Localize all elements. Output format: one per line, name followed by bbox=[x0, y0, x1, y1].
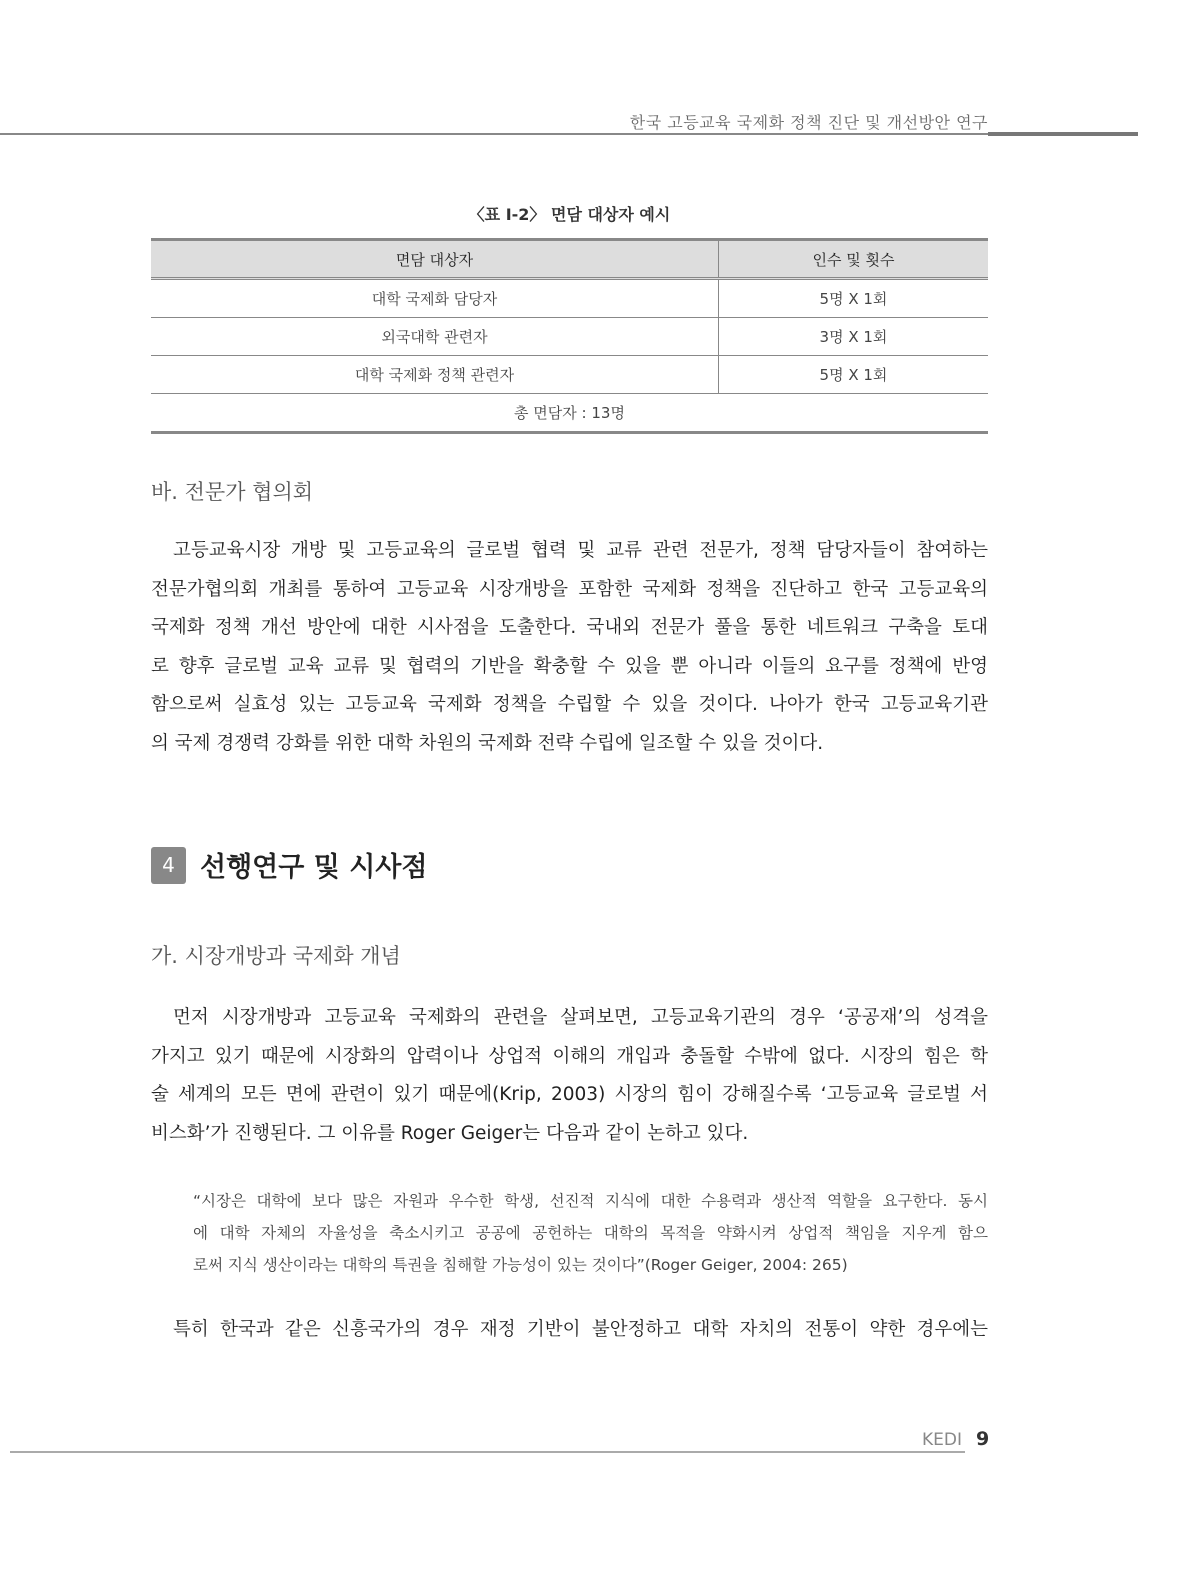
text-line: 국제화 정책 개선 방안에 대한 시사점을 도출한다. 국내외 전문가 풀을 통한 네트워크 구축을 토대 bbox=[151, 617, 988, 638]
text-line: 함으로써 실효성 있는 고등교육 국제화 정책을 수립할 수 있을 것이다. 나아가 한국 고등교육기관 bbox=[151, 694, 988, 715]
table-row bbox=[151, 356, 988, 394]
header-accent-bar bbox=[988, 132, 1138, 136]
block-quote bbox=[193, 1185, 988, 1281]
table-cell: 5명 X 1회 bbox=[719, 279, 989, 318]
section-heading: 바. 전문가 협의회 bbox=[151, 480, 314, 504]
text-line: 로 향후 글로벌 교육 교류 및 협력의 기반을 확충할 수 있을 뿐 아니라 이들의 요구를 정책에 반영 bbox=[151, 655, 988, 677]
table-row bbox=[151, 279, 988, 318]
paragraph bbox=[151, 1311, 988, 1350]
table-cell: 대학 국제화 담당자 bbox=[151, 279, 719, 318]
text-line: 먼저 시장개방과 고등교육 국제화의 관련을 살펴보면, 고등교육기관의 경우 ‘공공재’의 성격을 bbox=[173, 1007, 988, 1028]
quote-line: “시장은 대학에 보다 많은 자원과 우수한 학생, 선진적 지식에 대한 수용력과 생산적 역할을 요구한다. 동시 bbox=[193, 1192, 988, 1210]
table-total: 총 면담자 : 13명 bbox=[151, 394, 988, 433]
chapter-number-badge: 4 bbox=[151, 847, 186, 884]
table-cell: 외국대학 관련자 bbox=[151, 318, 719, 356]
table-row bbox=[151, 318, 988, 356]
column-header: 인수 및 횟수 bbox=[719, 240, 989, 279]
paragraph bbox=[151, 532, 988, 763]
table-cell: 3명 X 1회 bbox=[719, 318, 989, 356]
footer-publisher: KEDI bbox=[922, 1430, 962, 1450]
footer-rule bbox=[10, 1451, 965, 1453]
table-cell: 대학 국제화 정책 관련자 bbox=[151, 356, 719, 394]
interviewee-table bbox=[151, 238, 988, 434]
text-line: 술 세계의 모든 면에 관련이 있기 때문에(Krip, 2003) 시장의 힘이 강해질수록 ‘고등교육 글로벌 서 bbox=[151, 1084, 988, 1105]
text-line: 가지고 있기 때문에 시장화의 압력이나 상업적 이해의 개입과 충돌할 수밖에 없다. 시장의 힘은 학 bbox=[151, 1045, 988, 1067]
header-rule bbox=[0, 133, 988, 135]
table-cell: 5명 X 1회 bbox=[719, 356, 989, 394]
section-heading: 가. 시장개방과 국제화 개념 bbox=[151, 944, 401, 968]
text-line: 의 국제 경쟁력 강화를 위한 대학 차원의 국제화 전략 수립에 일조할 수 있을 것이다. bbox=[151, 732, 824, 754]
paragraph bbox=[151, 999, 988, 1153]
text-line: 특히 한국과 같은 신흥국가의 경우 재정 기반이 불안정하고 대학 자치의 전통이 약한 경우에는 bbox=[173, 1319, 988, 1340]
text-line: 전문가협의회 개최를 통하여 고등교육 시장개방을 포함한 국제화 정책을 진단하고 한국 고등교육의 bbox=[151, 578, 988, 600]
quote-line: 로써 지식 생산이라는 대학의 특권을 침해할 가능성이 있는 것이다”(Roger Geiger, 2004: 265) bbox=[193, 1256, 848, 1274]
table-header-row bbox=[151, 240, 988, 279]
table-total-row bbox=[151, 394, 988, 433]
table-caption: 〈표 Ⅰ-2〉 면담 대상자 예시 bbox=[468, 205, 671, 224]
column-header: 면담 대상자 bbox=[151, 240, 719, 279]
page-number: 9 bbox=[976, 1428, 990, 1450]
chapter-title: 선행연구 및 시사점 bbox=[200, 852, 428, 883]
text-line: 고등교육시장 개방 및 고등교육의 글로벌 협력 및 교류 관련 전문가, 정책 담당자들이 참여하는 bbox=[173, 540, 988, 561]
quote-line: 에 대학 자체의 자율성을 축소시키고 공공에 공헌하는 대학의 목적을 약화시켜 상업적 책임을 지우게 함으 bbox=[193, 1224, 988, 1242]
text-line: 비스화’가 진행된다. 그 이유를 Roger Geiger는 다음과 같이 논하고 있다. bbox=[151, 1122, 749, 1144]
running-header: 한국 고등교육 국제화 정책 진단 및 개선방안 연구 bbox=[629, 113, 988, 132]
